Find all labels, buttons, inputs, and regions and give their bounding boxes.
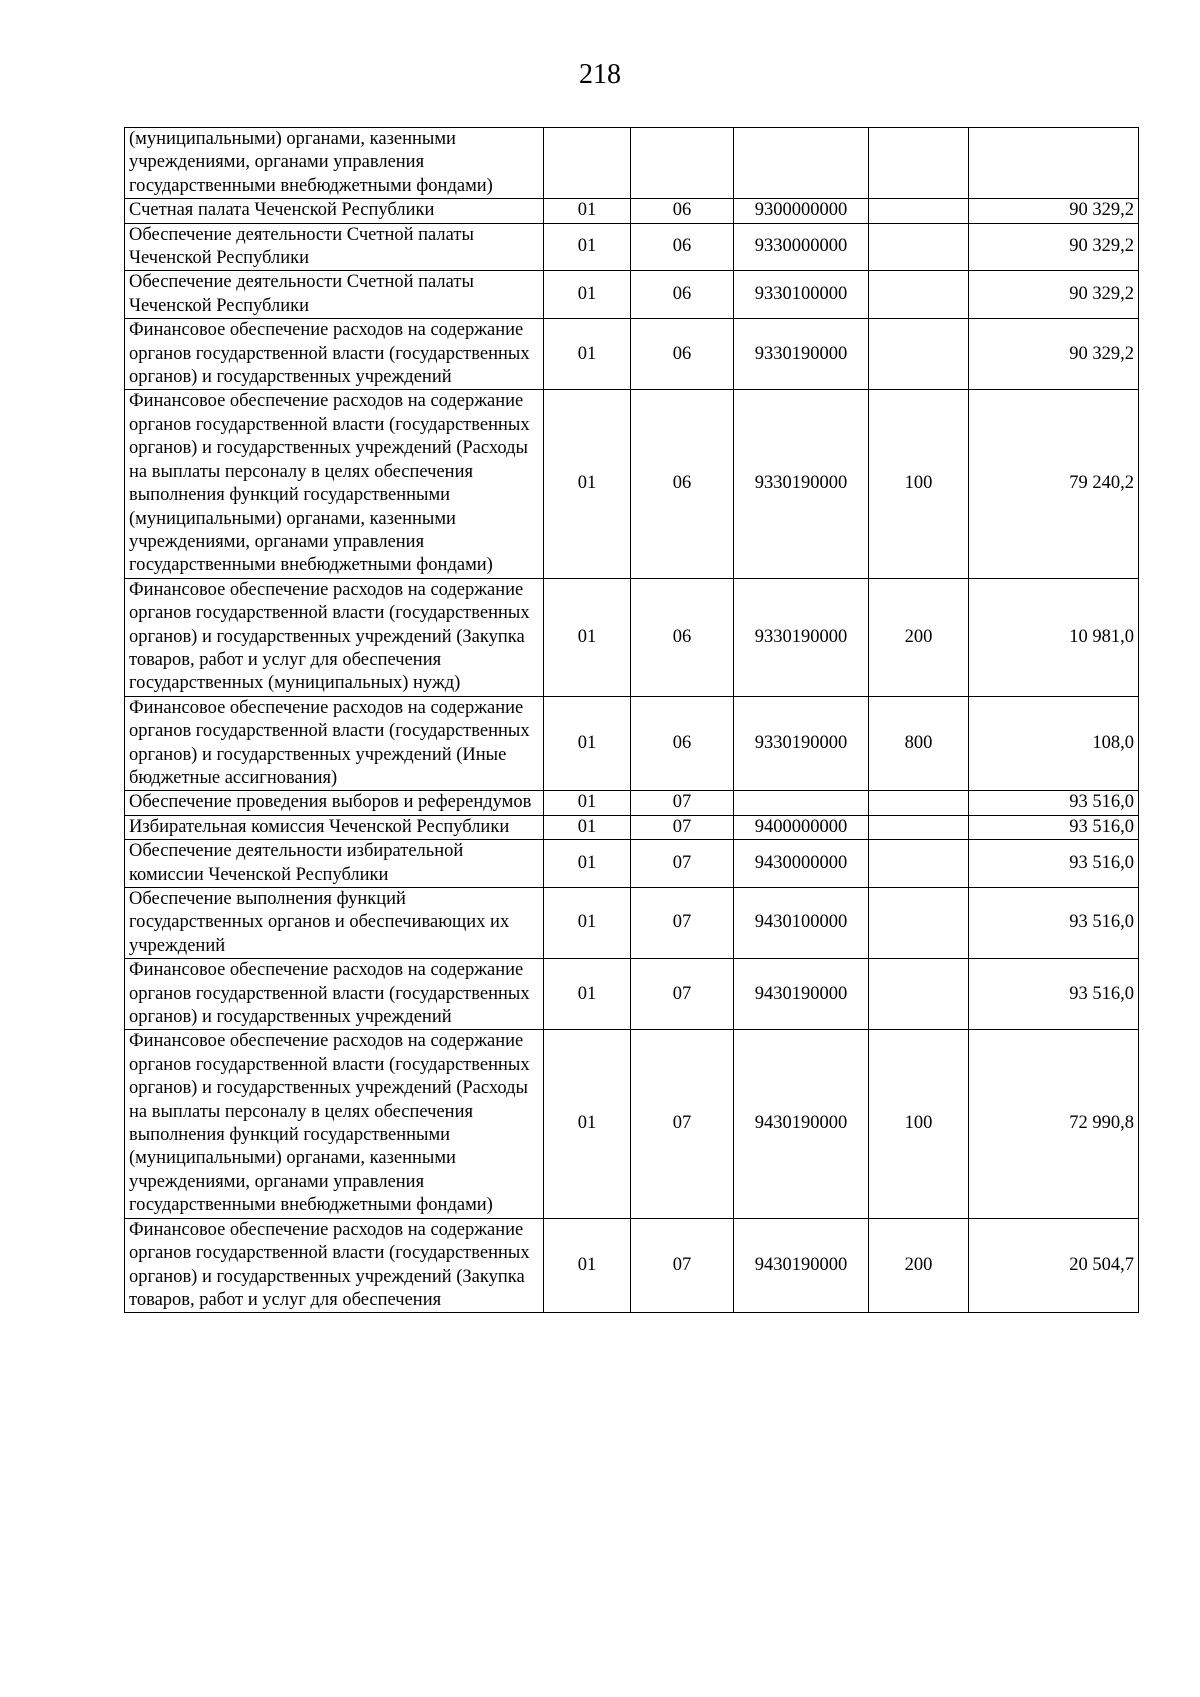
expense-type-cell xyxy=(869,888,969,959)
section-code-cell: 01 xyxy=(544,271,631,319)
subsection-code-cell xyxy=(631,128,734,199)
target-article-cell xyxy=(734,791,869,815)
amount-cell: 79 240,2 xyxy=(969,390,1139,578)
row-name-cell: Финансовое обеспечение расходов на содержание органов государственной власти (государственных органов) и государственных учреждений xyxy=(125,959,544,1030)
section-code-cell: 01 xyxy=(544,1218,631,1313)
subsection-code-cell: 07 xyxy=(631,888,734,959)
subsection-code-cell: 07 xyxy=(631,840,734,888)
target-article-cell: 9330190000 xyxy=(734,390,869,578)
section-code-cell: 01 xyxy=(544,696,631,791)
row-name-cell: Обеспечение выполнения функций государственных органов и обеспечивающих их учреждений xyxy=(125,888,544,959)
table-row xyxy=(125,199,1139,223)
amount-cell: 108,0 xyxy=(969,696,1139,791)
section-code-cell: 01 xyxy=(544,199,631,223)
expense-type-cell: 100 xyxy=(869,390,969,578)
section-code-cell: 01 xyxy=(544,791,631,815)
expense-type-cell xyxy=(869,199,969,223)
target-article-cell: 9430190000 xyxy=(734,1218,869,1313)
amount-cell: 93 516,0 xyxy=(969,959,1139,1030)
page-number: 218 xyxy=(579,59,621,90)
table-row xyxy=(125,223,1139,271)
amount-cell: 20 504,7 xyxy=(969,1218,1139,1313)
subsection-code-cell: 06 xyxy=(631,271,734,319)
table-row xyxy=(125,319,1139,390)
amount-cell: 93 516,0 xyxy=(969,888,1139,959)
section-code-cell xyxy=(544,128,631,199)
target-article-cell: 9430000000 xyxy=(734,840,869,888)
target-article-cell: 9330100000 xyxy=(734,271,869,319)
subsection-code-cell: 07 xyxy=(631,791,734,815)
expense-type-cell: 100 xyxy=(869,1030,969,1218)
subsection-code-cell: 06 xyxy=(631,696,734,791)
expense-type-cell xyxy=(869,271,969,319)
target-article-cell: 9300000000 xyxy=(734,199,869,223)
section-code-cell: 01 xyxy=(544,840,631,888)
amount-cell: 90 329,2 xyxy=(969,223,1139,271)
row-name-cell: Обеспечение деятельности избирательной комиссии Чеченской Республики xyxy=(125,840,544,888)
expense-type-cell xyxy=(869,319,969,390)
table-row xyxy=(125,390,1139,578)
section-code-cell: 01 xyxy=(544,578,631,696)
expense-type-cell: 200 xyxy=(869,578,969,696)
subsection-code-cell: 06 xyxy=(631,390,734,578)
row-name-cell: Финансовое обеспечение расходов на содержание органов государственной власти (государственных органов) и государственных учреждений xyxy=(125,319,544,390)
amount-cell: 10 981,0 xyxy=(969,578,1139,696)
expense-type-cell xyxy=(869,815,969,839)
amount-cell: 93 516,0 xyxy=(969,815,1139,839)
amount-cell: 72 990,8 xyxy=(969,1030,1139,1218)
amount-cell: 90 329,2 xyxy=(969,199,1139,223)
subsection-code-cell: 06 xyxy=(631,578,734,696)
target-article-cell: 9330190000 xyxy=(734,319,869,390)
table-row xyxy=(125,959,1139,1030)
expense-type-cell xyxy=(869,223,969,271)
target-article-cell: 9430190000 xyxy=(734,959,869,1030)
row-name-cell: Финансовое обеспечение расходов на содержание органов государственной власти (государственных органов) и государственных учреждений (Расходы на выплаты персоналу в целях обеспечения выполнения функций государственными (муниципальными) органами, казенными учреждениями, органами управления государственными внебюджетными фондами) xyxy=(125,390,544,578)
expense-type-cell xyxy=(869,791,969,815)
target-article-cell: 9430100000 xyxy=(734,888,869,959)
section-code-cell: 01 xyxy=(544,1030,631,1218)
section-code-cell: 01 xyxy=(544,319,631,390)
expense-type-cell xyxy=(869,128,969,199)
table-row xyxy=(125,815,1139,839)
table-row xyxy=(125,888,1139,959)
subsection-code-cell: 07 xyxy=(631,1218,734,1313)
subsection-code-cell: 07 xyxy=(631,815,734,839)
target-article-cell: 9400000000 xyxy=(734,815,869,839)
row-name-cell: Избирательная комиссия Чеченской Республики xyxy=(125,815,544,839)
row-name-cell: Счетная палата Чеченской Республики xyxy=(125,199,544,223)
row-name-cell: Обеспечение деятельности Счетной палаты Чеченской Республики xyxy=(125,223,544,271)
row-name-cell: Обеспечение деятельности Счетной палаты Чеченской Республики xyxy=(125,271,544,319)
subsection-code-cell: 06 xyxy=(631,223,734,271)
table-row xyxy=(125,128,1139,199)
table-row xyxy=(125,696,1139,791)
table-row xyxy=(125,840,1139,888)
row-name-cell: Финансовое обеспечение расходов на содержание органов государственной власти (государственных органов) и государственных учреждений (Закупка товаров, работ и услуг для обеспечения государственных (муниципальных) нужд) xyxy=(125,578,544,696)
table-row xyxy=(125,1030,1139,1218)
target-article-cell: 9330190000 xyxy=(734,578,869,696)
row-name-cell: Финансовое обеспечение расходов на содержание органов государственной власти (государственных органов) и государственных учреждений (Расходы на выплаты персоналу в целях обеспечения выполнения функций государственными (муниципальными) органами, казенными учреждениями, органами управления государственными внебюджетными фондами) xyxy=(125,1030,544,1218)
target-article-cell: 9330000000 xyxy=(734,223,869,271)
table-row xyxy=(125,791,1139,815)
table-row xyxy=(125,578,1139,696)
target-article-cell: 9430190000 xyxy=(734,1030,869,1218)
row-name-cell: (муниципальными) органами, казенными учреждениями, органами управления государственными внебюджетными фондами) xyxy=(125,128,544,199)
expense-type-cell: 200 xyxy=(869,1218,969,1313)
budget-table xyxy=(124,127,1139,1313)
section-code-cell: 01 xyxy=(544,390,631,578)
section-code-cell: 01 xyxy=(544,888,631,959)
subsection-code-cell: 06 xyxy=(631,199,734,223)
table-row xyxy=(125,1218,1139,1313)
row-name-cell: Обеспечение проведения выборов и референдумов xyxy=(125,791,544,815)
subsection-code-cell: 07 xyxy=(631,959,734,1030)
section-code-cell: 01 xyxy=(544,815,631,839)
amount-cell: 93 516,0 xyxy=(969,791,1139,815)
expense-type-cell xyxy=(869,959,969,1030)
section-code-cell: 01 xyxy=(544,223,631,271)
amount-cell: 93 516,0 xyxy=(969,840,1139,888)
row-name-cell: Финансовое обеспечение расходов на содержание органов государственной власти (государственных органов) и государственных учреждений (Иные бюджетные ассигнования) xyxy=(125,696,544,791)
amount-cell: 90 329,2 xyxy=(969,319,1139,390)
target-article-cell xyxy=(734,128,869,199)
expense-type-cell xyxy=(869,840,969,888)
expense-type-cell: 800 xyxy=(869,696,969,791)
subsection-code-cell: 06 xyxy=(631,319,734,390)
row-name-cell: Финансовое обеспечение расходов на содержание органов государственной власти (государственных органов) и государственных учреждений (Закупка товаров, работ и услуг для обеспечения xyxy=(125,1218,544,1313)
amount-cell: 90 329,2 xyxy=(969,271,1139,319)
table-row xyxy=(125,271,1139,319)
amount-cell xyxy=(969,128,1139,199)
subsection-code-cell: 07 xyxy=(631,1030,734,1218)
target-article-cell: 9330190000 xyxy=(734,696,869,791)
section-code-cell: 01 xyxy=(544,959,631,1030)
